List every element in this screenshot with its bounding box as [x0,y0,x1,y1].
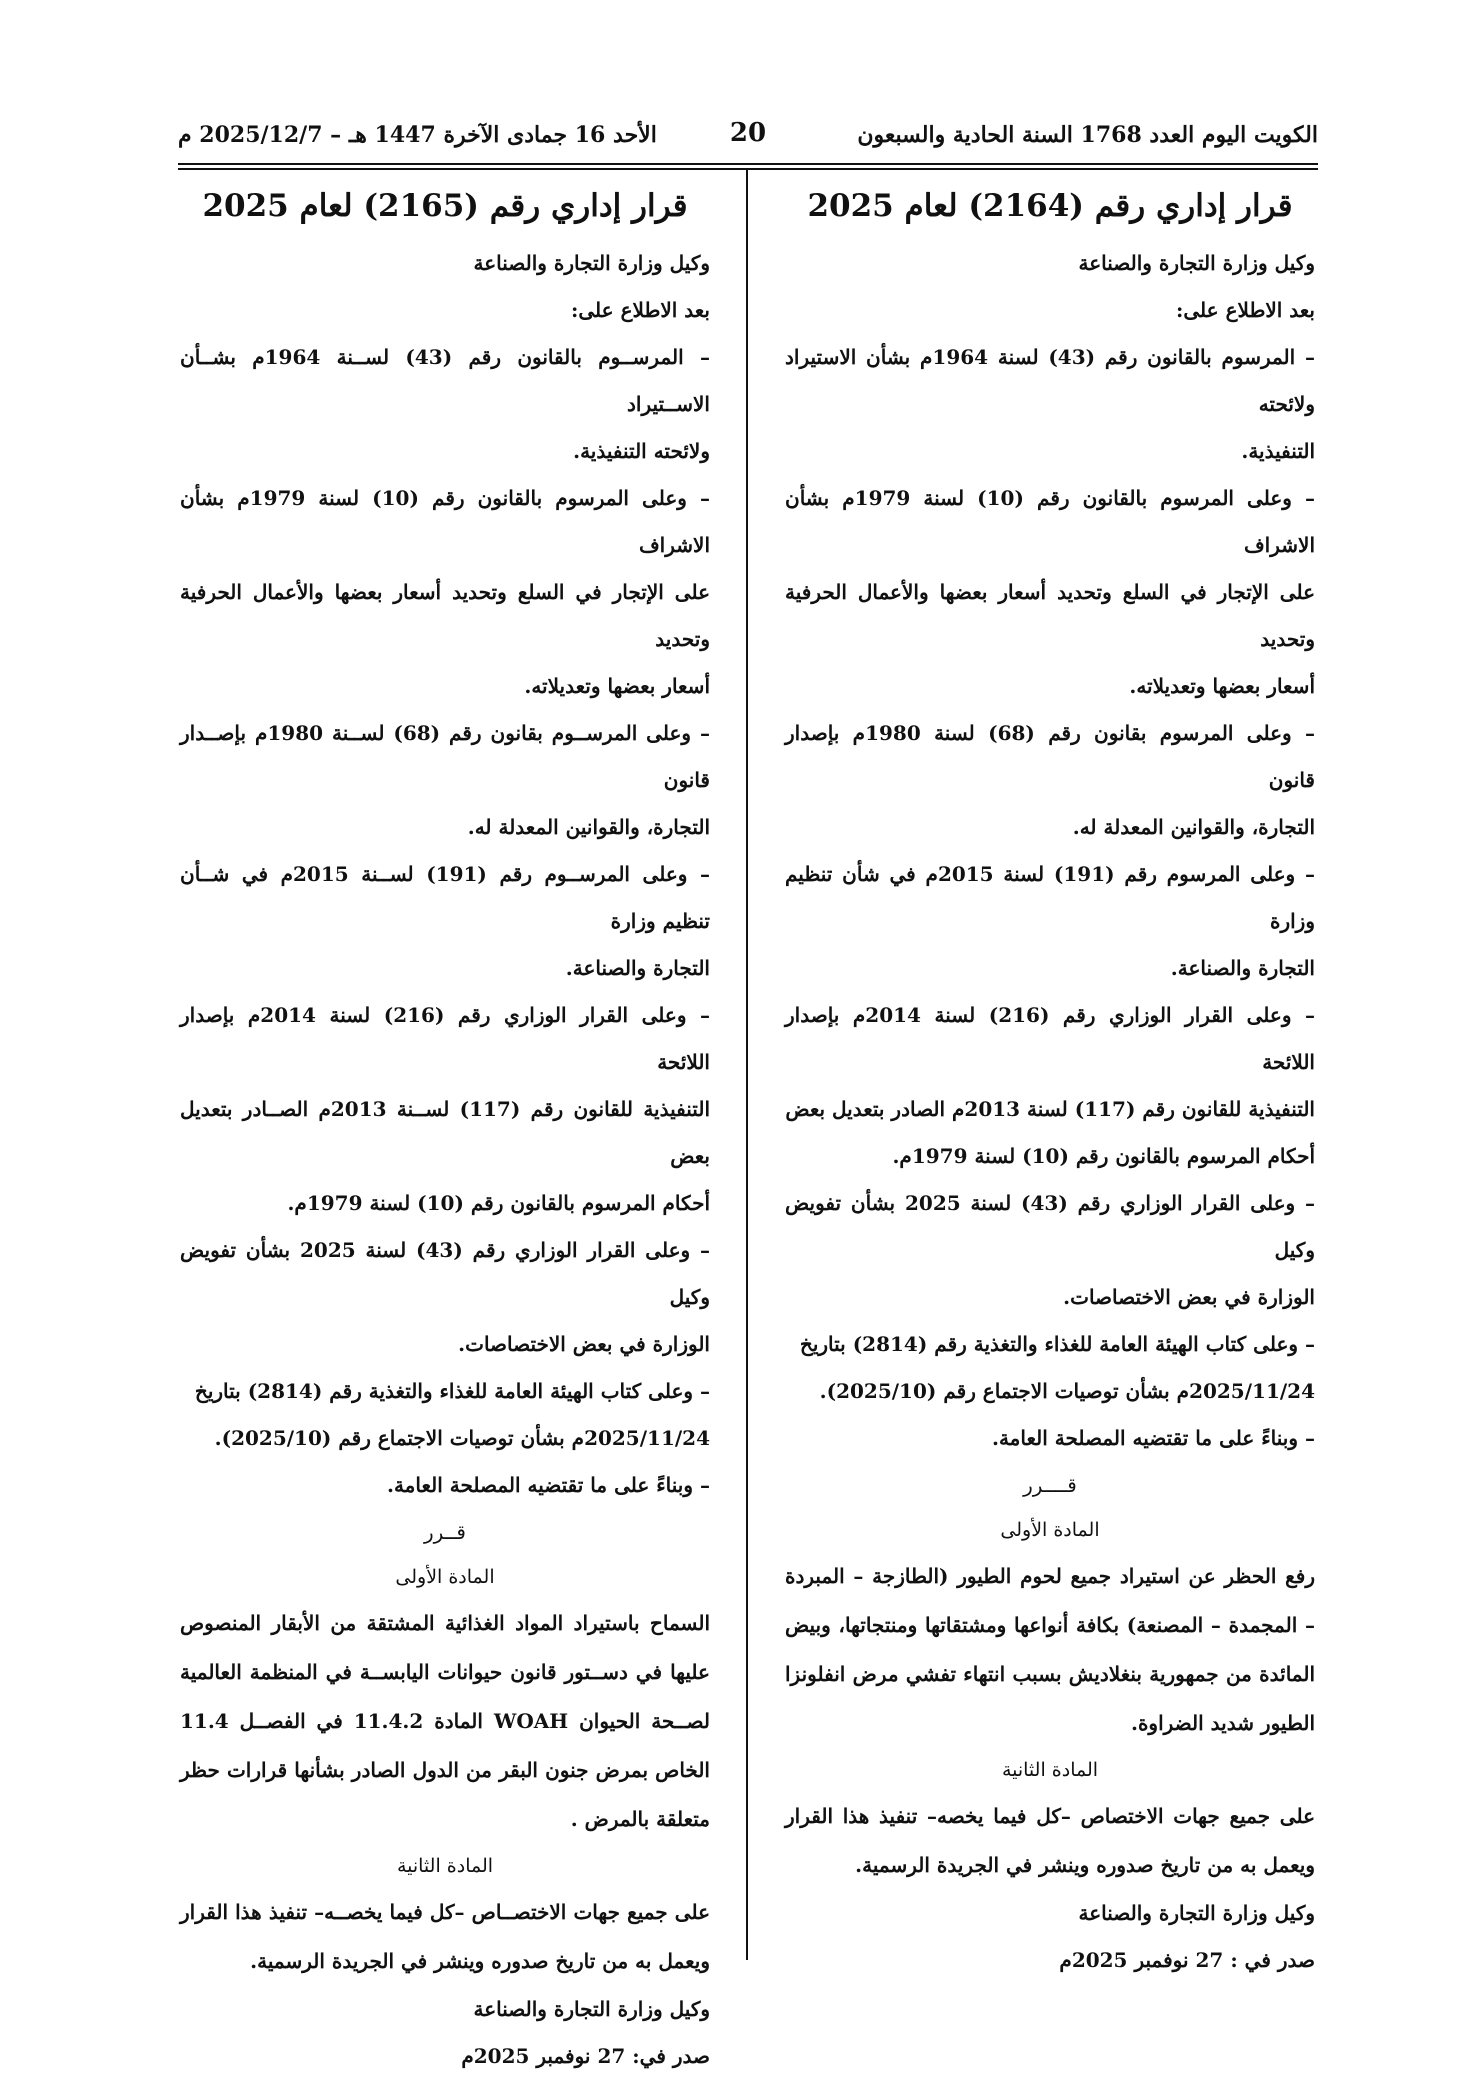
recital-line: – وعلى المرسوم بالقانون رقم (10) لسنة 1979م بشأن الاشراف [785,486,1315,558]
recital-line: التجارة والصناعة. [565,956,710,981]
decision-issuer: وكيل وزارة التجارة والصناعة [473,251,710,276]
article-1-text: رفع الحظر عن استيراد جميع لحوم الطيور (الطازجة – المبردة – المجمدة – المصنعة) بكافة أنواعها ومشتقاتها ومنتجاتها، وبيض المائدة من جمهورية بنغلاديش بسبب انتهاء تفشي مرض انفلونزا الطيور شديد الضراوة. [785,1564,1315,1736]
issue-date: صدر في: 27 نوفمبر 2025م [461,2044,710,2069]
recital-line: – وبناءً على ما تقتضيه المصلحة العامة. [387,1473,710,1498]
header-rule-bottom [178,168,1318,170]
decision-2164-column [785,178,1315,1984]
recital-line: – وعلى المرســوم رقم (191) لســنة 2015م في شــأن تنظيم وزارة [180,862,710,934]
issue-date: صدر في : 27 نوفمبر 2025م [1059,1948,1315,1973]
recital-line: – وعلى كتاب الهيئة العامة للغذاء والتغذية رقم (2814) بتاريخ [194,1379,710,1404]
recital-line: أحكام المرسوم بالقانون رقم (10) لسنة 1979م. [892,1144,1315,1169]
recital-line: التنفيذية. [1241,439,1315,464]
article-1-heading: المادة الأولى [1000,1519,1100,1542]
recital-line: – وعلى المرسوم بالقانون رقم (10) لسنة 1979م بشأن الاشراف [180,486,710,558]
decision-2165-column [180,178,710,2080]
recital-line: – وعلى المرسوم رقم (191) لسنة 2015م في شأن تنظيم وزارة [785,862,1315,934]
recital-line: – وعلى القرار الوزاري رقم (216) لسنة 2014م بإصدار اللائحة [180,1003,711,1075]
recital-line: التجارة والصناعة. [1170,956,1315,981]
recital-line: – المرســوم بالقانون رقم (43) لســنة 1964م بشــأن الاســتيراد [180,345,710,417]
recital-line: 2025/11/24م بشأن توصيات الاجتماع رقم (2025/10). [214,1426,710,1451]
signature: وكيل وزارة التجارة والصناعة [1078,1901,1315,1926]
header-publication-info: الكويت اليوم العدد 1768 السنة الحادية والسبعون [857,122,1318,148]
recital-line: التجارة، والقوانين المعدلة له. [1072,815,1315,840]
article-2-heading: المادة الثانية [1001,1759,1099,1782]
recital-line: على الإتجار في السلع وتحديد أسعار بعضها والأعمال الحرفية وتحديد [180,580,710,652]
recital-line: أسعار بعضها وتعديلاته. [1129,674,1315,699]
recital-line: التجارة، والقوانين المعدلة له. [467,815,710,840]
after-review-label: بعد الاطلاع على: [571,298,710,323]
recital-line: التنفيذية للقانون رقم (117) لســنة 2013م الصــادر بتعديل بعض [180,1097,710,1169]
header-date: الأحد 16 جمادى الآخرة 1447 هـ – 2025/12/7 م [178,122,657,148]
recital-line: – وعلى كتاب الهيئة العامة للغذاء والتغذية رقم (2814) بتاريخ [799,1332,1315,1357]
decision-issuer: وكيل وزارة التجارة والصناعة [1078,251,1315,276]
header-rule-top [178,163,1318,165]
recital-line: – وعلى القرار الوزاري رقم (216) لسنة 2014م بإصدار اللائحة [785,1003,1316,1075]
column-divider [746,170,748,1960]
decision-title: قرار إداري رقم (2164) لعام 2025 [807,188,1293,224]
article-1-text: السماح باستيراد المواد الغذائية المشتقة من الأبقار المنصوص عليها في دســتور قانون حيوانات اليابســة في المنظمة العالمية لصــحة الحيوان WOAH المادة 11.4.2 في الفصــل 11.4 الخاص بمرض جنون البقر من الدول الصادر بشأنها قرارات حظر متعلقة بالمرض . [180,1611,710,1832]
decided-heading: قــرر [424,1520,466,1545]
recital-line: 2025/11/24م بشأن توصيات الاجتماع رقم (2025/10). [819,1379,1315,1404]
recital-line: أحكام المرسوم بالقانون رقم (10) لسنة 1979م. [287,1191,710,1216]
recital-line: – وعلى المرسوم بقانون رقم (68) لسنة 1980م بإصدار قانون [785,721,1315,793]
recital-line: – المرسوم بالقانون رقم (43) لسنة 1964م بشأن الاستيراد ولائحته [785,345,1315,417]
recital-line: ولائحته التنفيذية. [573,439,710,464]
recital-line: – وعلى القرار الوزاري رقم (43) لسنة 2025 بشأن تفويض وكيل [180,1238,711,1310]
signature: وكيل وزارة التجارة والصناعة [473,1997,710,2022]
article-2-text: على جميع جهات الاختصــاص –كل فيما يخصــه– تنفيذ هذا القرار ويعمل به من تاريخ صدوره وينشر في الجريدة الرسمية. [180,1900,710,1974]
recital-line: الوزارة في بعض الاختصاصات. [1063,1285,1315,1310]
page-number: 20 [729,118,767,148]
recital-line: التنفيذية للقانون رقم (117) لسنة 2013م الصادر بتعديل بعض [785,1097,1315,1122]
page-header [178,116,1318,160]
recital-line: – وبناءً على ما تقتضيه المصلحة العامة. [992,1426,1315,1451]
article-1-heading: المادة الأولى [395,1566,495,1589]
recital-line: على الإتجار في السلع وتحديد أسعار بعضها والأعمال الحرفية وتحديد [785,580,1315,652]
article-2-text: على جميع جهات الاختصاص –كل فيما يخصه– تنفيذ هذا القرار ويعمل به من تاريخ صدوره وينشر في الجريدة الرسمية. [785,1804,1315,1878]
article-2-heading: المادة الثانية [396,1855,494,1878]
decided-heading: قــــرر [1023,1473,1077,1498]
recital-line: – وعلى القرار الوزاري رقم (43) لسنة 2025 بشأن تفويض وكيل [785,1191,1316,1263]
after-review-label: بعد الاطلاع على: [1176,298,1315,323]
recital-line: الوزارة في بعض الاختصاصات. [458,1332,710,1357]
recital-line: أسعار بعضها وتعديلاته. [524,674,710,699]
decision-title: قرار إداري رقم (2165) لعام 2025 [202,188,688,224]
recital-line: – وعلى المرســوم بقانون رقم (68) لســنة 1980م بإصــدار قانون [180,721,710,793]
